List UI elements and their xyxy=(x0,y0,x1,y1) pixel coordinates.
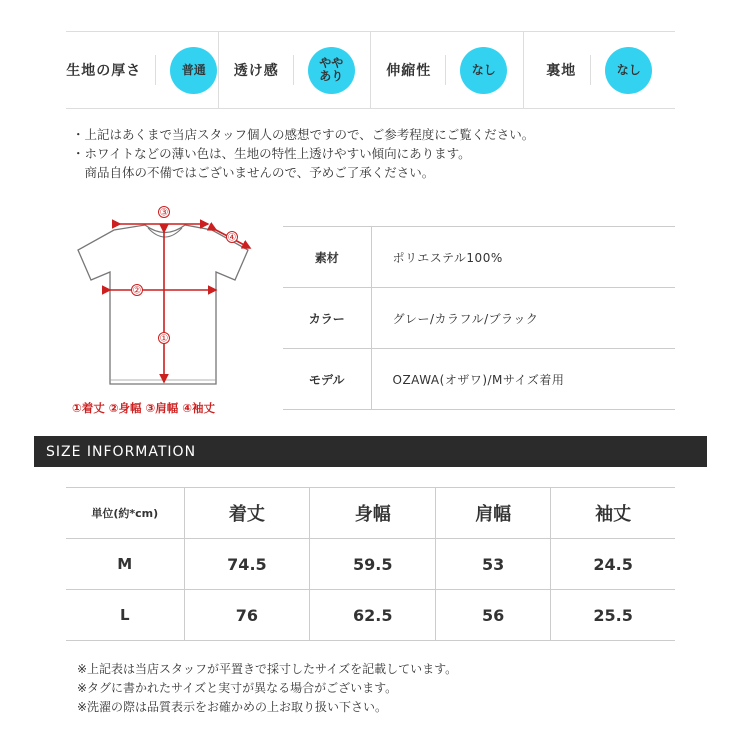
marker-4: ④ xyxy=(227,232,237,244)
size-label: L xyxy=(66,590,184,641)
size-cell: 25.5 xyxy=(551,590,675,641)
property-divider xyxy=(445,55,446,85)
spec-key: 素材 xyxy=(283,227,371,288)
property-label: 伸縮性 xyxy=(386,63,432,79)
size-header-unit: 単位(約*cm) xyxy=(66,488,184,539)
footer-note: ※タグに書かれたサイズと実寸が異なる場合がございます。 xyxy=(77,681,398,695)
note-line: 商品自体の不備ではございませんので、予めご了承ください。 xyxy=(72,165,435,180)
spec-value: グレー/カラフル/ブラック xyxy=(371,288,675,349)
spec-value: OZAWA(オザワ)/Mサイズ着用 xyxy=(371,349,675,410)
size-header: 着丈 xyxy=(184,488,310,539)
property-divider xyxy=(590,55,591,85)
size-cell: 62.5 xyxy=(310,590,436,641)
spec-table xyxy=(283,226,675,410)
property-thickness xyxy=(66,32,218,108)
property-label: 透け感 xyxy=(233,63,279,79)
size-information-heading xyxy=(34,436,707,467)
property-badge: 普通 xyxy=(170,47,217,94)
property-badge: やや あり xyxy=(308,47,355,94)
property-stretch xyxy=(370,32,523,108)
size-label: M xyxy=(66,539,184,590)
property-badge: なし xyxy=(460,47,507,94)
spec-key: モデル xyxy=(283,349,371,410)
spec-key: カラー xyxy=(283,288,371,349)
size-table xyxy=(66,487,675,641)
measurement-notes xyxy=(77,660,457,717)
property-label: 生地の厚さ xyxy=(66,63,142,79)
note-line: ・ホワイトなどの薄い色は、生地の特性上透けやすい傾向にあります。 xyxy=(72,146,471,161)
note-line: ・上記はあくまで当店スタッフ個人の感想ですので、ご参考程度にご覧ください。 xyxy=(72,127,535,142)
marker-2: ② xyxy=(132,285,142,297)
size-cell: 59.5 xyxy=(310,539,436,590)
size-row-m xyxy=(66,539,675,590)
fabric-properties xyxy=(66,31,675,109)
size-cell: 74.5 xyxy=(184,539,310,590)
spec-row xyxy=(283,349,675,410)
property-badge: なし xyxy=(605,47,652,94)
size-header: 肩幅 xyxy=(436,488,551,539)
size-cell: 56 xyxy=(436,590,551,641)
size-cell: 53 xyxy=(436,539,551,590)
property-transparency xyxy=(218,32,371,108)
tshirt-outline xyxy=(78,225,248,384)
size-cell: 76 xyxy=(184,590,310,641)
tshirt-measurement-diagram xyxy=(70,196,270,396)
spec-row xyxy=(283,288,675,349)
property-divider xyxy=(155,55,156,85)
property-label: 裏地 xyxy=(546,63,577,79)
size-information-title: SIZE INFORMATION xyxy=(46,443,197,460)
impression-notes xyxy=(72,125,534,182)
size-header: 身幅 xyxy=(310,488,436,539)
property-lining xyxy=(523,32,676,108)
spec-value: ポリエステル100% xyxy=(371,227,675,288)
size-header-row xyxy=(66,488,675,539)
footer-note: ※上記表は当店スタッフが平置きで採寸したサイズを記載しています。 xyxy=(77,662,458,676)
spec-row xyxy=(283,227,675,288)
marker-1: ① xyxy=(159,333,169,345)
size-cell: 24.5 xyxy=(551,539,675,590)
property-divider xyxy=(293,55,294,85)
size-header: 袖丈 xyxy=(551,488,675,539)
size-row-l xyxy=(66,590,675,641)
diagram-legend: ①着丈 ②身幅 ③肩幅 ④袖丈 xyxy=(72,401,215,415)
marker-3: ③ xyxy=(159,207,169,219)
footer-note: ※洗濯の際は品質表示をお確かめの上お取り扱い下さい。 xyxy=(77,700,388,714)
